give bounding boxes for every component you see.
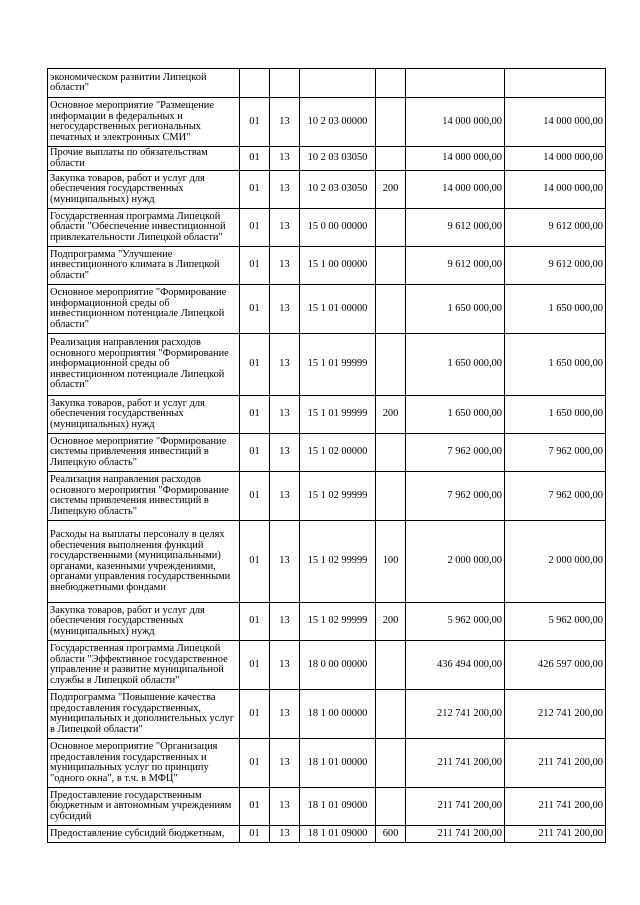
target-article-cell: 15 1 02 99999 bbox=[300, 521, 376, 603]
amount-year1-cell: 14 000 000,00 bbox=[406, 147, 505, 171]
section-code-cell: 01 bbox=[240, 434, 270, 472]
amount-year2-cell: 1 650 000,00 bbox=[505, 285, 606, 334]
amount-year2-cell: 211 741 200,00 bbox=[505, 739, 606, 788]
expense-type-cell bbox=[376, 788, 406, 826]
target-article-cell: 18 1 00 00000 bbox=[300, 690, 376, 739]
expense-type-cell bbox=[376, 739, 406, 788]
target-article-cell: 10 2 03 00000 bbox=[300, 98, 376, 147]
target-article-cell: 15 1 01 00000 bbox=[300, 285, 376, 334]
amount-year1-cell: 211 741 200,00 bbox=[406, 739, 505, 788]
amount-year1-cell: 2 000 000,00 bbox=[406, 521, 505, 603]
section-code-cell: 01 bbox=[240, 396, 270, 434]
amount-year2-cell: 211 741 200,00 bbox=[505, 788, 606, 826]
table-row bbox=[48, 396, 606, 434]
expense-name-cell: Основное мероприятие "Организация предоставления государственных и муниципальных услуг по принципу "одного окна", в т.ч. в МФЦ" bbox=[48, 739, 240, 788]
section-code-cell: 01 bbox=[240, 690, 270, 739]
table-row bbox=[48, 739, 606, 788]
table-row bbox=[48, 788, 606, 826]
expense-name-cell: Расходы на выплаты персоналу в целях обеспечения выполнения функций государственными (муниципальными) органами, казенными учреждениями, органами управления государственными внебюджетными фондами bbox=[48, 521, 240, 603]
amount-year2-cell: 212 741 200,00 bbox=[505, 690, 606, 739]
amount-year2-cell: 426 597 000,00 bbox=[505, 641, 606, 690]
expense-name-cell: Закупка товаров, работ и услуг для обеспечения государственных (муниципальных) нужд bbox=[48, 396, 240, 434]
expense-type-cell bbox=[376, 641, 406, 690]
target-article-cell: 15 1 00 00000 bbox=[300, 247, 376, 285]
amount-year1-cell: 14 000 000,00 bbox=[406, 171, 505, 209]
amount-year2-cell: 7 962 000,00 bbox=[505, 434, 606, 472]
subsection-code-cell bbox=[270, 69, 300, 98]
amount-year1-cell: 1 650 000,00 bbox=[406, 396, 505, 434]
subsection-code-cell: 13 bbox=[270, 98, 300, 147]
table-body bbox=[48, 69, 606, 843]
subsection-code-cell: 13 bbox=[270, 247, 300, 285]
table-row bbox=[48, 171, 606, 209]
table-row bbox=[48, 826, 606, 843]
section-code-cell: 01 bbox=[240, 788, 270, 826]
expense-name-cell: Государственная программа Липецкой области "Обеспечение инвестиционной привлекательности Липецкой области" bbox=[48, 209, 240, 247]
subsection-code-cell: 13 bbox=[270, 826, 300, 843]
expense-name-cell: Закупка товаров, работ и услуг для обеспечения государственных (муниципальных) нужд bbox=[48, 603, 240, 641]
section-code-cell: 01 bbox=[240, 826, 270, 843]
amount-year1-cell bbox=[406, 69, 505, 98]
target-article-cell: 15 1 02 99999 bbox=[300, 472, 376, 521]
expense-type-cell bbox=[376, 690, 406, 739]
section-code-cell bbox=[240, 69, 270, 98]
table-row bbox=[48, 285, 606, 334]
table-row bbox=[48, 434, 606, 472]
subsection-code-cell: 13 bbox=[270, 788, 300, 826]
table-row bbox=[48, 472, 606, 521]
amount-year2-cell: 9 612 000,00 bbox=[505, 247, 606, 285]
table-row bbox=[48, 521, 606, 603]
table-row bbox=[48, 209, 606, 247]
budget-table bbox=[47, 68, 606, 843]
subsection-code-cell: 13 bbox=[270, 690, 300, 739]
expense-type-cell bbox=[376, 285, 406, 334]
target-article-cell: 18 1 01 09000 bbox=[300, 826, 376, 843]
table-row bbox=[48, 334, 606, 396]
subsection-code-cell: 13 bbox=[270, 739, 300, 788]
amount-year2-cell: 1 650 000,00 bbox=[505, 334, 606, 396]
section-code-cell: 01 bbox=[240, 98, 270, 147]
table-row bbox=[48, 603, 606, 641]
table-row bbox=[48, 641, 606, 690]
amount-year1-cell: 1 650 000,00 bbox=[406, 334, 505, 396]
amount-year2-cell: 14 000 000,00 bbox=[505, 147, 606, 171]
target-article-cell: 10 2 03 03050 bbox=[300, 171, 376, 209]
expense-name-cell: Основное мероприятие "Формирование системы привлечения инвестиций в Липецкую область" bbox=[48, 434, 240, 472]
expense-type-cell bbox=[376, 209, 406, 247]
amount-year2-cell: 1 650 000,00 bbox=[505, 396, 606, 434]
target-article-cell: 10 2 03 03050 bbox=[300, 147, 376, 171]
expense-type-cell bbox=[376, 247, 406, 285]
target-article-cell: 15 1 02 00000 bbox=[300, 434, 376, 472]
expense-type-cell bbox=[376, 434, 406, 472]
expense-name-cell: Государственная программа Липецкой области "Эффективное государственное управление и развитие муниципальной службы в Липецкой области" bbox=[48, 641, 240, 690]
subsection-code-cell: 13 bbox=[270, 472, 300, 521]
table-row bbox=[48, 98, 606, 147]
amount-year2-cell: 5 962 000,00 bbox=[505, 603, 606, 641]
target-article-cell: 15 0 00 00000 bbox=[300, 209, 376, 247]
amount-year2-cell bbox=[505, 69, 606, 98]
section-code-cell: 01 bbox=[240, 521, 270, 603]
expense-type-cell: 600 bbox=[376, 826, 406, 843]
expense-name-cell: экономическом развитии Липецкой области" bbox=[48, 69, 240, 98]
expense-name-cell: Реализация направления расходов основного мероприятия "Формирование системы привлечения инвестиций в Липецкую область" bbox=[48, 472, 240, 521]
amount-year2-cell: 9 612 000,00 bbox=[505, 209, 606, 247]
amount-year1-cell: 5 962 000,00 bbox=[406, 603, 505, 641]
amount-year1-cell: 1 650 000,00 bbox=[406, 285, 505, 334]
subsection-code-cell: 13 bbox=[270, 603, 300, 641]
section-code-cell: 01 bbox=[240, 739, 270, 788]
section-code-cell: 01 bbox=[240, 247, 270, 285]
target-article-cell: 15 1 01 99999 bbox=[300, 334, 376, 396]
amount-year1-cell: 9 612 000,00 bbox=[406, 247, 505, 285]
amount-year1-cell: 9 612 000,00 bbox=[406, 209, 505, 247]
amount-year2-cell: 14 000 000,00 bbox=[505, 98, 606, 147]
target-article-cell: 18 1 01 00000 bbox=[300, 739, 376, 788]
expense-type-cell bbox=[376, 98, 406, 147]
expense-name-cell: Основное мероприятие "Размещение информации в федеральных и негосударственных региональных печатных и электронных СМИ" bbox=[48, 98, 240, 147]
target-article-cell bbox=[300, 69, 376, 98]
table-row bbox=[48, 247, 606, 285]
subsection-code-cell: 13 bbox=[270, 641, 300, 690]
expense-type-cell: 100 bbox=[376, 521, 406, 603]
expense-name-cell: Предоставление субсидий бюджетным, bbox=[48, 826, 240, 843]
amount-year2-cell: 7 962 000,00 bbox=[505, 472, 606, 521]
table-row bbox=[48, 147, 606, 171]
amount-year1-cell: 211 741 200,00 bbox=[406, 826, 505, 843]
section-code-cell: 01 bbox=[240, 285, 270, 334]
amount-year1-cell: 436 494 000,00 bbox=[406, 641, 505, 690]
expense-type-cell bbox=[376, 334, 406, 396]
target-article-cell: 18 0 00 00000 bbox=[300, 641, 376, 690]
expense-name-cell: Подпрограмма "Улучшение инвестиционного климата в Липецкой области" bbox=[48, 247, 240, 285]
expense-name-cell: Основное мероприятие "Формирование информационной среды об инвестиционном потенциале Липецкой области" bbox=[48, 285, 240, 334]
expense-type-cell bbox=[376, 147, 406, 171]
section-code-cell: 01 bbox=[240, 147, 270, 171]
section-code-cell: 01 bbox=[240, 171, 270, 209]
amount-year1-cell: 14 000 000,00 bbox=[406, 98, 505, 147]
subsection-code-cell: 13 bbox=[270, 285, 300, 334]
target-article-cell: 15 1 01 99999 bbox=[300, 396, 376, 434]
section-code-cell: 01 bbox=[240, 472, 270, 521]
subsection-code-cell: 13 bbox=[270, 334, 300, 396]
expense-type-cell: 200 bbox=[376, 603, 406, 641]
amount-year2-cell: 2 000 000,00 bbox=[505, 521, 606, 603]
expense-type-cell: 200 bbox=[376, 396, 406, 434]
table-row bbox=[48, 69, 606, 98]
subsection-code-cell: 13 bbox=[270, 171, 300, 209]
amount-year1-cell: 7 962 000,00 bbox=[406, 434, 505, 472]
subsection-code-cell: 13 bbox=[270, 396, 300, 434]
amount-year2-cell: 211 741 200,00 bbox=[505, 826, 606, 843]
subsection-code-cell: 13 bbox=[270, 209, 300, 247]
target-article-cell: 15 1 02 99999 bbox=[300, 603, 376, 641]
section-code-cell: 01 bbox=[240, 603, 270, 641]
expense-type-cell bbox=[376, 69, 406, 98]
section-code-cell: 01 bbox=[240, 641, 270, 690]
expense-name-cell: Закупка товаров, работ и услуг для обеспечения государственных (муниципальных) нужд bbox=[48, 171, 240, 209]
amount-year1-cell: 212 741 200,00 bbox=[406, 690, 505, 739]
table-row bbox=[48, 690, 606, 739]
target-article-cell: 18 1 01 09000 bbox=[300, 788, 376, 826]
amount-year2-cell: 14 000 000,00 bbox=[505, 171, 606, 209]
expense-name-cell: Прочие выплаты по обязательствам области bbox=[48, 147, 240, 171]
expense-name-cell: Предоставление государственным бюджетным и автономным учреждениям субсидий bbox=[48, 788, 240, 826]
expense-type-cell: 200 bbox=[376, 171, 406, 209]
expense-type-cell bbox=[376, 472, 406, 521]
amount-year1-cell: 7 962 000,00 bbox=[406, 472, 505, 521]
subsection-code-cell: 13 bbox=[270, 434, 300, 472]
subsection-code-cell: 13 bbox=[270, 521, 300, 603]
expense-name-cell: Реализация направления расходов основного мероприятия "Формирование информационной среды об инвестиционном потенциале Липецкой области" bbox=[48, 334, 240, 396]
subsection-code-cell: 13 bbox=[270, 147, 300, 171]
amount-year1-cell: 211 741 200,00 bbox=[406, 788, 505, 826]
expense-name-cell: Подпрограмма "Повышение качества предоставления государственных, муниципальных и дополнительных услуг в Липецкой области" bbox=[48, 690, 240, 739]
section-code-cell: 01 bbox=[240, 334, 270, 396]
section-code-cell: 01 bbox=[240, 209, 270, 247]
